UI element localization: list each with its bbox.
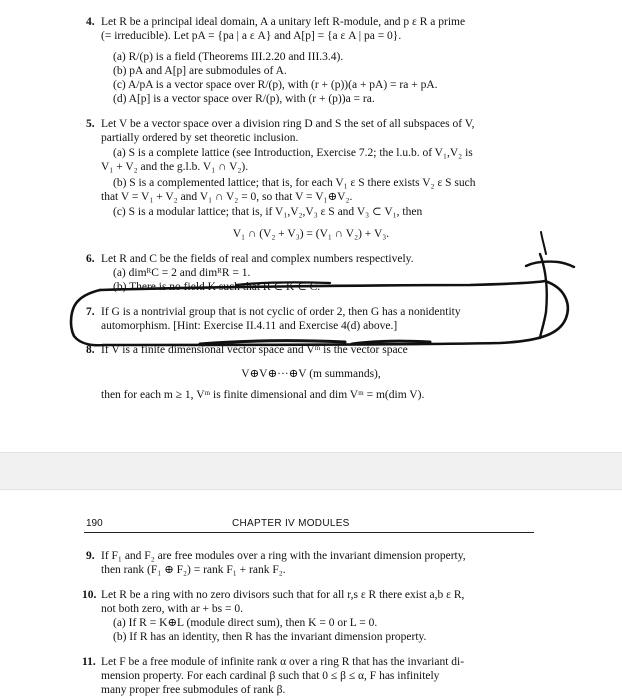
exercise-part: (a) S is a complete lattice (see Introduction, Exercise 7.2; the l.u.b. of V₁,V₂ is (113, 147, 473, 159)
exercise-text: Let R and C be the fields of real and complex numbers respectively. (101, 253, 414, 265)
display-formula: V⊕V⊕···⊕V (m summands), (241, 368, 381, 380)
exercise-part: (d) A[p] is a vector space over R/(p), with (r + (p))a = ra. (113, 93, 375, 105)
exercise-text: (= irreducible). Let pA = {pa | a ε A} and A[p] = {a ε A | pa = 0}. (101, 30, 402, 42)
exercise-number: 4. (86, 16, 95, 28)
exercise-number: 10. (82, 589, 97, 601)
exercise-text: then for each m ≥ 1, Vᵐ is finite dimensional and dim Vᵐ = m(dim V). (101, 389, 425, 401)
exercise-text: then rank (F₁ ⊕ F₂) = rank F₁ + rank F₂. (101, 564, 286, 576)
header-rule (84, 532, 534, 533)
exercise-text: mension property. For each cardinal β such that 0 ≤ β ≤ α, F has infinitely (101, 670, 440, 682)
exercise-number: 11. (82, 656, 96, 668)
display-formula: V₁ ∩ (V₂ + V₃) = (V₁ ∩ V₂) + V₃. (232, 228, 390, 240)
exercise-number: 8. (86, 344, 95, 356)
exercise-text: not both zero, with ar + bs = 0. (101, 603, 244, 615)
exercise-part: that V = V₁ + V₂ and V₁ ∩ V₂ = 0, so that V = V₁⊕V₂. (101, 191, 353, 203)
exercise-part: V₁ + V₂ and the g.l.b. V₁ ∩ V₂). (101, 161, 249, 173)
page-separator (0, 452, 622, 490)
exercise-text: Let R be a principal ideal domain, A a unitary left R-module, and p ε R a prime (101, 16, 466, 28)
chapter-header: CHAPTER IV MODULES (232, 518, 350, 529)
exercise-part: (b) If R has an identity, then R has the invariant dimension property. (113, 631, 427, 643)
exercise-text: Let F be a free module of infinite rank α over a ring R that has the invariant di- (101, 656, 465, 668)
exercise-number: 9. (86, 550, 95, 562)
exercise-text: If F₁ and F₂ are free modules over a ring with the invariant dimension property, (101, 550, 466, 562)
exercise-part: (a) If R = K⊕L (module direct sum), then K = 0 or L = 0. (113, 617, 378, 629)
exercise-text: Let R be a ring with no zero divisors such that for all r,s ε R there exist a,b ε R, (101, 589, 465, 601)
exercise-part: (c) S is a modular lattice; that is, if V₁,V₂,V₃ ε S and V₃ ⊂ V₁, then (113, 206, 423, 218)
exercise-number: 5. (86, 118, 95, 130)
exercise-text: Let V be a vector space over a division ring D and S the set of all subspaces of V, (101, 118, 475, 130)
exercise-number: 7. (86, 306, 95, 318)
exercise-part: (a) R/(p) is a field (Theorems III.2.20 and III.3.4). (113, 51, 344, 63)
exercise-text: If V is a finite dimensional vector space and Vᵐ is the vector space (101, 344, 408, 356)
exercise-text: If G is a nontrivial group that is not cyclic of order 2, then G has a nonidentity (101, 306, 461, 318)
exercise-part: (b) S is a complemented lattice; that is, for each V₁ ε S there exists V₂ ε S such (113, 177, 476, 189)
exercise-part: (a) dimᴿC = 2 and dimᴿR = 1. (113, 267, 251, 279)
exercise-part: (b) There is no field K such that R ⊂ K ⊂ C. (113, 281, 321, 293)
exercise-text: partially ordered by set theoretic inclusion. (101, 132, 299, 144)
exercise-part: (b) pA and A[p] are submodules of A. (113, 65, 287, 77)
exercise-text: automorphism. [Hint: Exercise II.4.11 and Exercise 4(d) above.] (101, 320, 398, 332)
page-number: 190 (86, 518, 103, 529)
exercise-part: (c) A/pA is a vector space over R/(p), with (r + (p))(a + pA) = ra + pA. (113, 79, 438, 91)
exercise-text: many proper free submodules of rank β. (101, 684, 286, 696)
exercise-number: 6. (86, 253, 95, 265)
